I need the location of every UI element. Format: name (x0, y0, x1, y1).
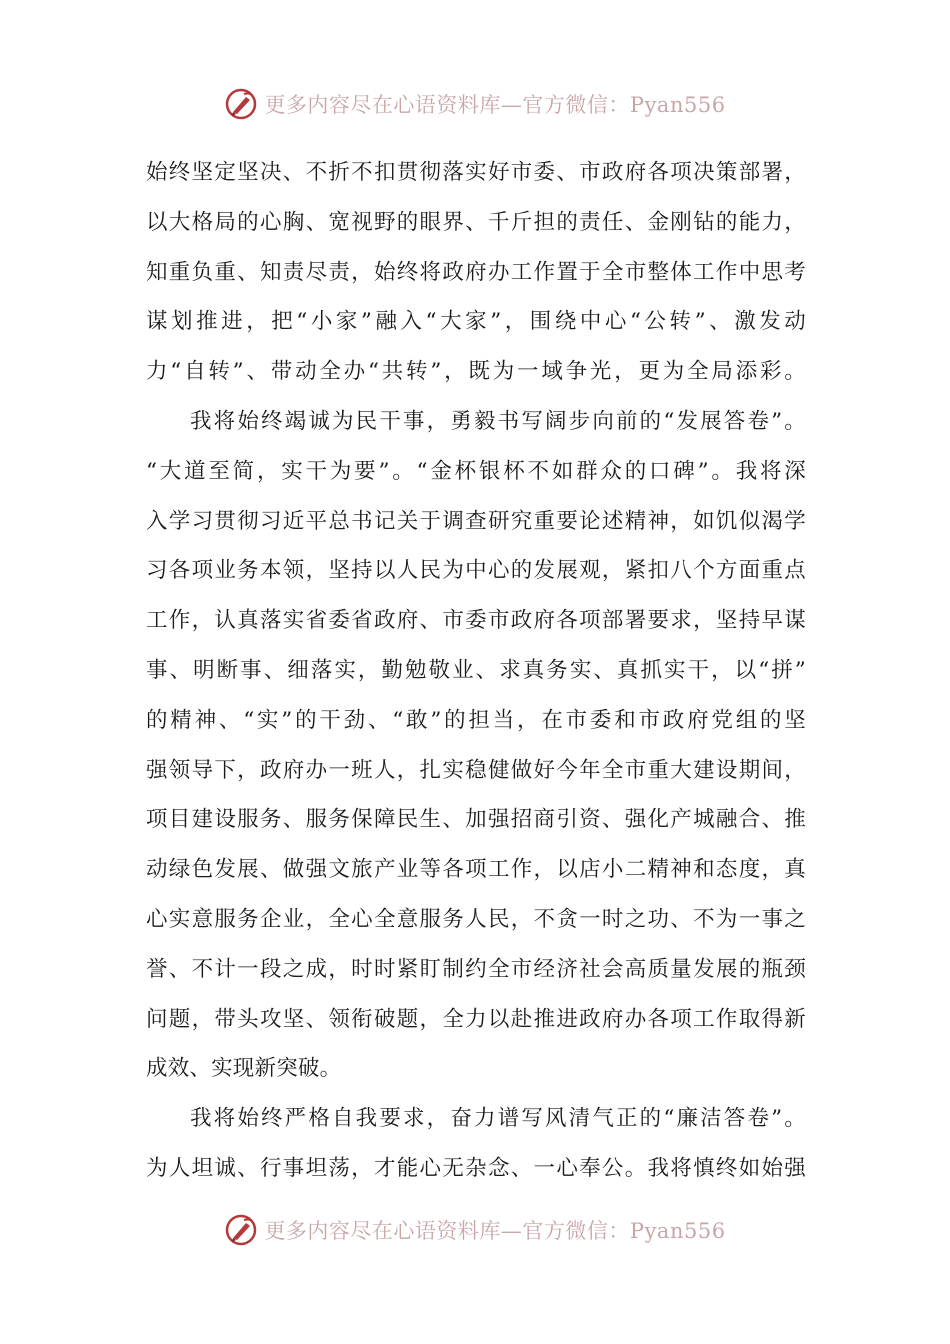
text-line: 谋划推进，把“小家”融入“大家”，围绕中心“公转”、激发动 (146, 309, 806, 335)
text-line: 为人坦诚、行事坦荡，才能心无杂念、一心奉公。我将慎终如始强 (146, 1155, 806, 1181)
header-watermark-text: 更多内容尽在心语资料库—官方微信：Pyan556 (264, 93, 726, 117)
text-line: 工作，认真落实省委省政府、市委市政府各项部署要求，坚持早谋 (146, 608, 806, 634)
paragraph-end-line: 成效、实现新突破。 (146, 1056, 342, 1082)
text-line: 强领导下，政府办一班人，扎实稳健做好今年全市重大建设期间， (146, 757, 806, 783)
paragraph-start-line: 我将始终严格自我要求，奋力谱写风清气正的“廉洁答卷”。 (190, 1106, 806, 1132)
text-line: 动绿色发展、做强文旅产业等各项工作，以店小二精神和态度，真 (146, 857, 806, 883)
text-line: 习各项业务本领，坚持以人民为中心的发展观，紧扣八个方面重点 (146, 558, 806, 584)
text-line: 心实意服务企业，全心全意服务人民，不贪一时之功、不为一事之 (146, 906, 806, 932)
text-line: 以大格局的心胸、宽视野的眼界、千斤担的责任、金刚钻的能力， (146, 209, 806, 235)
text-line: 问题，带头攻坚、领衔破题，全力以赴推进政府办各项工作取得新 (146, 1006, 806, 1032)
footer-watermark-text: 更多内容尽在心语资料库—官方微信：Pyan556 (264, 1219, 726, 1243)
header-watermark-banner (0, 84, 950, 124)
text-line: 入学习贯彻习近平总书记关于调查研究重要论述精神，如饥似渴学 (146, 508, 806, 534)
document-body (146, 148, 806, 1194)
text-line: 知重负重、知责尽责，始终将政府办工作置于全市整体工作中思考 (146, 259, 806, 285)
footer-watermark-banner (0, 1210, 950, 1250)
text-line: 誉、不计一段之成，时时紧盯制约全市经济社会高质量发展的瓶颈 (146, 956, 806, 982)
text-line: 的精神、“实”的干劲、“敢”的担当，在市委和市政府党组的坚 (146, 707, 806, 733)
paragraph-start-line: 我将始终竭诚为民干事，勇毅书写阔步向前的“发展答卷”。 (190, 408, 806, 434)
pen-logo-icon (224, 1213, 258, 1247)
text-line: 事、明断事、细落实，勤勉敬业、求真务实、真抓实干，以“拼” (146, 657, 806, 683)
pen-logo-icon (224, 87, 258, 121)
text-line: 项目建设服务、服务保障民生、加强招商引资、强化产城融合、推 (146, 807, 806, 833)
text-line: 力“自转”、带动全办“共转”，既为一域争光，更为全局添彩。 (146, 359, 806, 385)
text-line: 始终坚定坚决、不折不扣贯彻落实好市委、市政府各项决策部署， (146, 160, 806, 185)
text-line: “大道至简，实干为要”。“金杯银杯不如群众的口碑”。我将深 (146, 458, 806, 484)
